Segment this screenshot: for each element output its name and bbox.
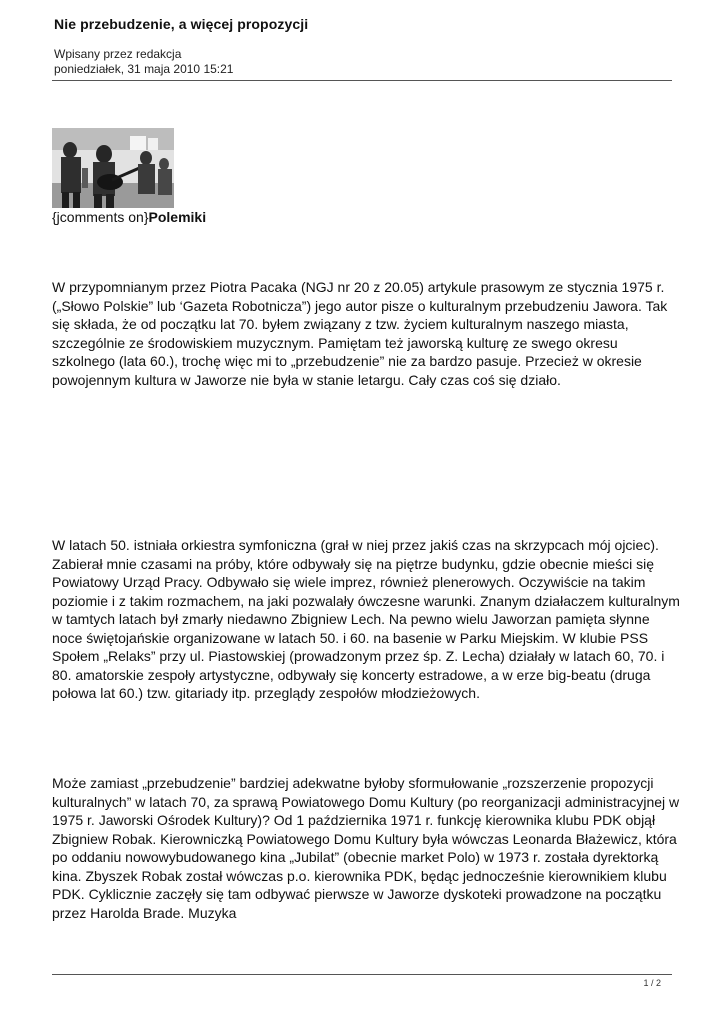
page-number: 1 / 2 [643,978,661,988]
date-line: poniedziałek, 31 maja 2010 15:21 [54,62,234,76]
section-label: Polemiki [148,209,207,225]
article-photo [52,128,174,208]
article-meta [54,47,233,77]
header-divider [52,80,672,81]
paragraph: W latach 50. istniała orkiestra symfoniczna (grał w niej przez jakiś czas na skrzypcach mój ojciec). Zabierał mnie czasami na próby, które odbywały się na piętrze budynku, gdzie obecnie mieści się Powiatowy Urząd Pracy. Odbywało się wiele imprez, również plenerowych. Oczywiście na takim poziomie i z takim rozmachem, na jaki pozwalały ówczesne warunki. Znanym działaczem kulturalnym w tamtych latach był zmarły niedawno Zbigniew Lech. Na pewno wielu Jaworzan pamięta słynne noce świętojańskie organizowane w latach 50. i 60. na basenie w Parku Miejskim. W klubie PSS Społem „Relaks” przy ul. Piastowskiej (prowadzonym przez śp. Z. Lecha) działały w latach 60, 70. i 80. amatorskie zespoły artystyczne, odbywały się koncerty estradowe, a w erze big-beatu (druga połowa lat 60.) tzw. gitariady itp. przeglądy zespołów młodzieżowych. [52,537,680,701]
paragraph: Może zamiast „przebudzenie” bardziej adekwatne byłoby sformułowanie „rozszerzenie propozycji kulturalnych” w latach 70, za sprawą Powiatowego Domu Kultury (po reorganizacji administracyjnej w 1975 r. Jaworski Ośrodek Kultury)? Od 1 października 1971 r. funkcję kierownika klubu PDK objął Zbigniew Robak. Kierowniczką Powiatowego Domu Kultury była wówczas Leonarda Błażewicz, która po oddaniu nowowybudowanego kina „Jubilat” (obecnie market Polo) w 1973 r. została dyrektorką kina. Zbyszek Robak został wówczas p.o. kierownika PDK, będąc jednocześnie kierownikiem klubu PDK. Cyklicznie zaczęły się tam odbywać pierwsze w Jaworze dyskoteki prowadzone na początku przez Harolda Brade. Muzyka [52,775,680,921]
comments-tag: {jcomments on} [52,209,149,225]
article-title: Nie przebudzenie, a więcej propozycji [54,16,309,32]
section-line [52,208,206,226]
author-line: Wpisany przez redakcja [54,47,182,61]
paragraph: W przypomnianym przez Piotra Pacaka (NGJ nr 20 z 20.05) artykule prasowym ze stycznia 1975 r. („Słowo Polskie” lub ‘Gazeta Robotnicza”) jego autor pisze o kulturalnym przebudzeniu Jawora. Tak się składa, że od początku lat 70. byłem związany z tzw. życiem kulturalnym naszego miasta, szczególnie ze środowiskiem muzycznym. Pamiętam też jaworską kulturę ze swego okresu szkolnego (lata 60.), trochę więc mi to „przebudzenie” nie za bardzo pasuje. Przecież w okresie powojennym kultura w Jaworze nie była w stanie letargu. Cały czas coś się działo. [52,279,668,388]
footer-divider [52,974,672,975]
